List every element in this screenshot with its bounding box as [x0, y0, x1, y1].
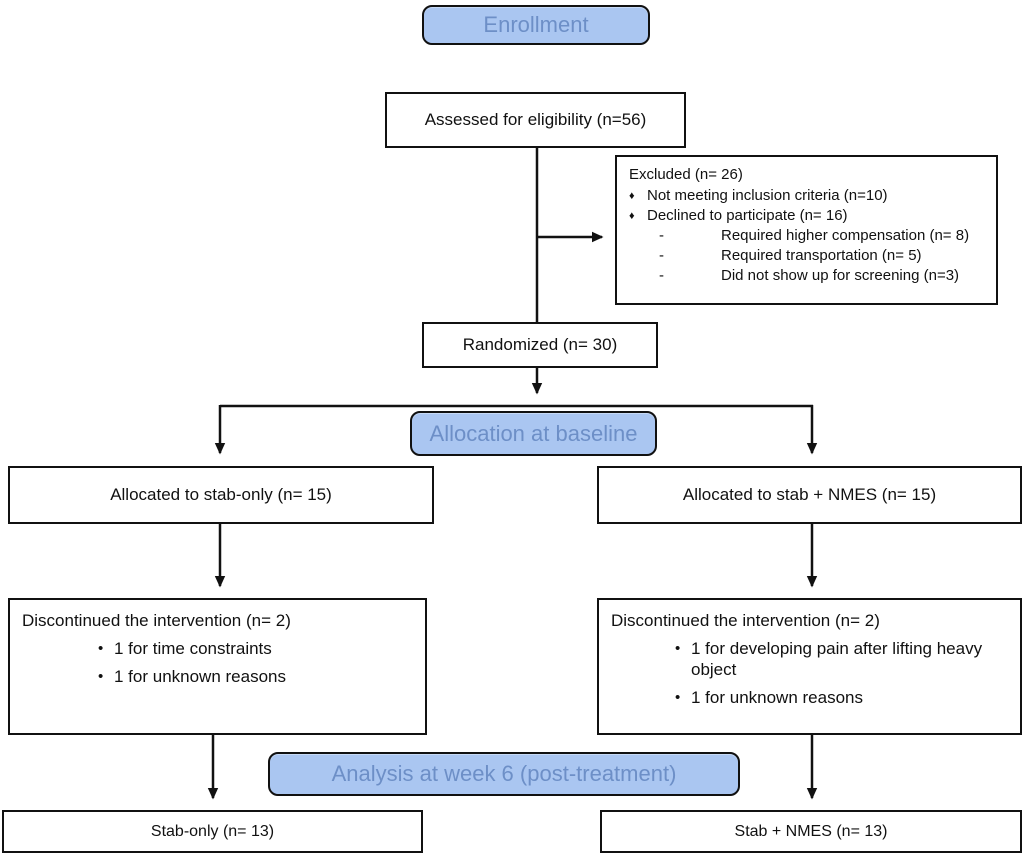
assessed-box	[385, 92, 686, 148]
dash-bullet-icon: -	[659, 267, 664, 284]
discontinued-bullet	[22, 638, 415, 659]
allocation-stage-banner	[410, 411, 657, 456]
excluded-sub-reason-text: Required transportation (n= 5)	[721, 247, 922, 264]
allocated-stab-nmes-box	[597, 466, 1022, 524]
excluded-box	[615, 155, 998, 305]
discontinued-bullet	[611, 687, 1010, 708]
final-stab-nmes-box	[600, 810, 1022, 853]
enrollment-stage-label: Enrollment	[483, 12, 589, 37]
dot-bullet-icon: •	[98, 640, 104, 657]
enrollment-stage-banner	[422, 5, 650, 45]
discontinued-bullet-text: 1 for unknown reasons	[114, 667, 286, 686]
discontinued-bullet	[22, 666, 415, 687]
discontinued-title: Discontinued the intervention (n= 2)	[611, 611, 880, 630]
randomized-text: Randomized (n= 30)	[462, 335, 618, 354]
discontinued-stab-only-box	[8, 598, 427, 735]
excluded-sub-reason	[629, 266, 986, 286]
excluded-reason-text: Not meeting inclusion criteria (n=10)	[647, 187, 888, 204]
discontinued-title: Discontinued the intervention (n= 2)	[22, 611, 291, 630]
analysis-stage-banner	[268, 752, 740, 796]
excluded-sub-reason	[629, 246, 986, 266]
dot-bullet-icon: •	[675, 689, 681, 706]
analysis-stage-label: Analysis at week 6 (post-treatment)	[331, 761, 677, 786]
assessed-text: Assessed for eligibility (n=56)	[424, 110, 647, 129]
randomized-box	[422, 322, 658, 368]
excluded-reason	[629, 186, 986, 206]
diamond-bullet-icon: ♦	[629, 210, 635, 222]
diamond-bullet-icon: ♦	[629, 190, 635, 202]
discontinued-stab-nmes-box	[597, 598, 1022, 735]
dot-bullet-icon: •	[675, 640, 681, 657]
dash-bullet-icon: -	[659, 227, 664, 244]
excluded-sub-reason-text: Required higher compensation (n= 8)	[721, 227, 970, 244]
excluded-reason-text: Declined to participate (n= 16)	[647, 207, 848, 224]
dash-bullet-icon: -	[659, 247, 664, 264]
discontinued-bullet-text: 1 for developing pain after lifting heavy object	[691, 639, 983, 679]
discontinued-bullet-text: 1 for time constraints	[114, 639, 272, 658]
excluded-sub-reason	[629, 226, 986, 246]
allocated-stab-only-box	[8, 466, 434, 524]
excluded-sub-reason-text: Did not show up for screening (n=3)	[721, 267, 960, 284]
final-stab-only-box	[2, 810, 423, 853]
excluded-title: Excluded (n= 26)	[629, 166, 743, 183]
final-stab-only-text: Stab-only (n= 13)	[150, 822, 275, 840]
final-stab-nmes-text: Stab + NMES (n= 13)	[734, 822, 888, 840]
discontinued-bullet	[611, 638, 1010, 680]
discontinued-bullet-text: 1 for unknown reasons	[691, 688, 863, 707]
allocated-stab-only-text: Allocated to stab-only (n= 15)	[110, 485, 332, 504]
allocation-stage-label: Allocation at baseline	[429, 420, 638, 446]
allocated-stab-nmes-text: Allocated to stab + NMES (n= 15)	[682, 485, 937, 504]
dot-bullet-icon: •	[98, 668, 104, 685]
excluded-reason	[629, 206, 986, 226]
